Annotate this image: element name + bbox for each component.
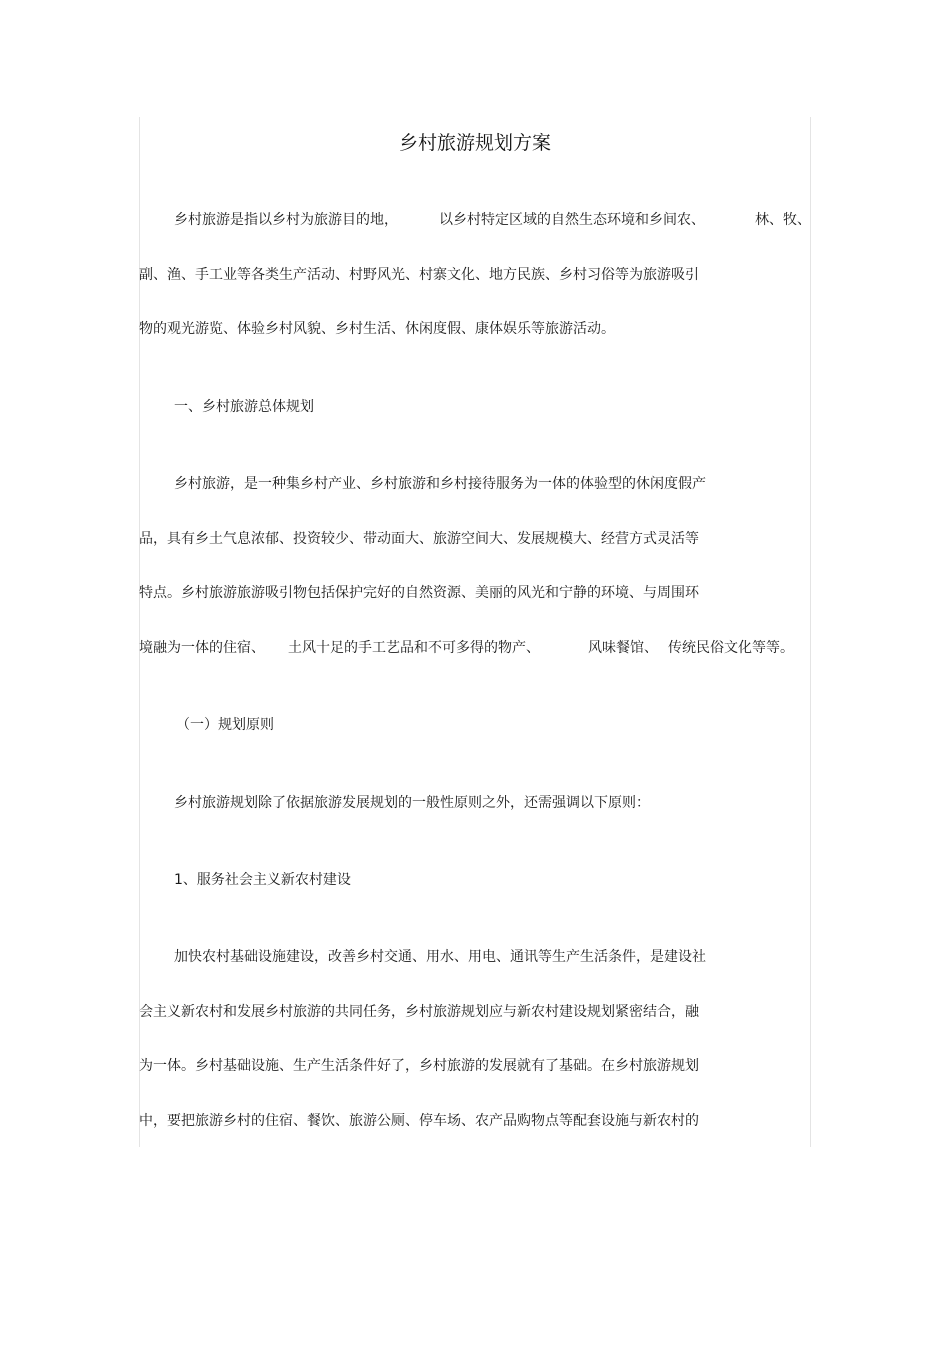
text-segment: 风味餐馆、 <box>588 640 658 656</box>
text-segment: 以乡村特定区域的自然生态环境和乡间农、 <box>439 212 705 228</box>
paragraph-3: 乡村旅游规划除了依据旅游发展规划的一般性原则之外，还需强调以下原则： <box>174 795 650 811</box>
paragraph-4-line-1: 加快农村基础设施建设，改善乡村交通、用水、用电、通讯等生产生活条件，是建设社 <box>174 949 706 965</box>
paragraph-2-line-1: 乡村旅游，是一种集乡村产业、乡村旅游和乡村接待服务为一体的体验型的休闲度假产 <box>174 476 706 492</box>
paragraph-1-line-3: 物的观光游览、体验乡村风貌、乡村生活、休闲度假、康体娱乐等旅游活动。 <box>139 321 615 337</box>
text-segment: 林、牧、 <box>755 212 811 228</box>
section-heading-1: 一、乡村旅游总体规划 <box>174 399 314 415</box>
paragraph-2-line-3: 特点。乡村旅游旅游吸引物包括保护完好的自然资源、美丽的风光和宁静的环境、与周围环 <box>139 585 699 601</box>
paragraph-4-line-2: 会主义新农村和发展乡村旅游的共同任务，乡村旅游规划应与新农村建设规划紧密结合，融 <box>139 1004 699 1020</box>
section-heading-2: （一）规划原则 <box>176 717 274 733</box>
document-title: 乡村旅游规划方案 <box>398 132 551 154</box>
paragraph-1-line-2: 副、渔、手工业等各类生产活动、村野风光、村寨文化、地方民族、乡村习俗等为旅游吸引 <box>139 267 699 283</box>
paragraph-4-line-3: 为一体。乡村基础设施、生产生活条件好了，乡村旅游的发展就有了基础。在乡村旅游规划 <box>139 1058 699 1074</box>
paragraph-2-line-2: 品，具有乡土气息浓郁、投资较少、带动面大、旅游空间大、发展规模大、经营方式灵活等 <box>139 531 699 547</box>
text-segment: 传统民俗文化等等。 <box>668 640 794 656</box>
text-segment: 乡村旅游是指以乡村为旅游目的地， <box>174 212 398 228</box>
section-heading-3: 1、服务社会主义新农村建设 <box>174 872 351 888</box>
paragraph-4-line-4: 中，要把旅游乡村的住宿、餐饮、旅游公厕、停车场、农产品购物点等配套设施与新农村的 <box>139 1113 699 1129</box>
text-segment: 土风十足的手工艺品和不可多得的物产、 <box>288 640 540 656</box>
text-segment: 境融为一体的住宿、 <box>139 640 265 656</box>
